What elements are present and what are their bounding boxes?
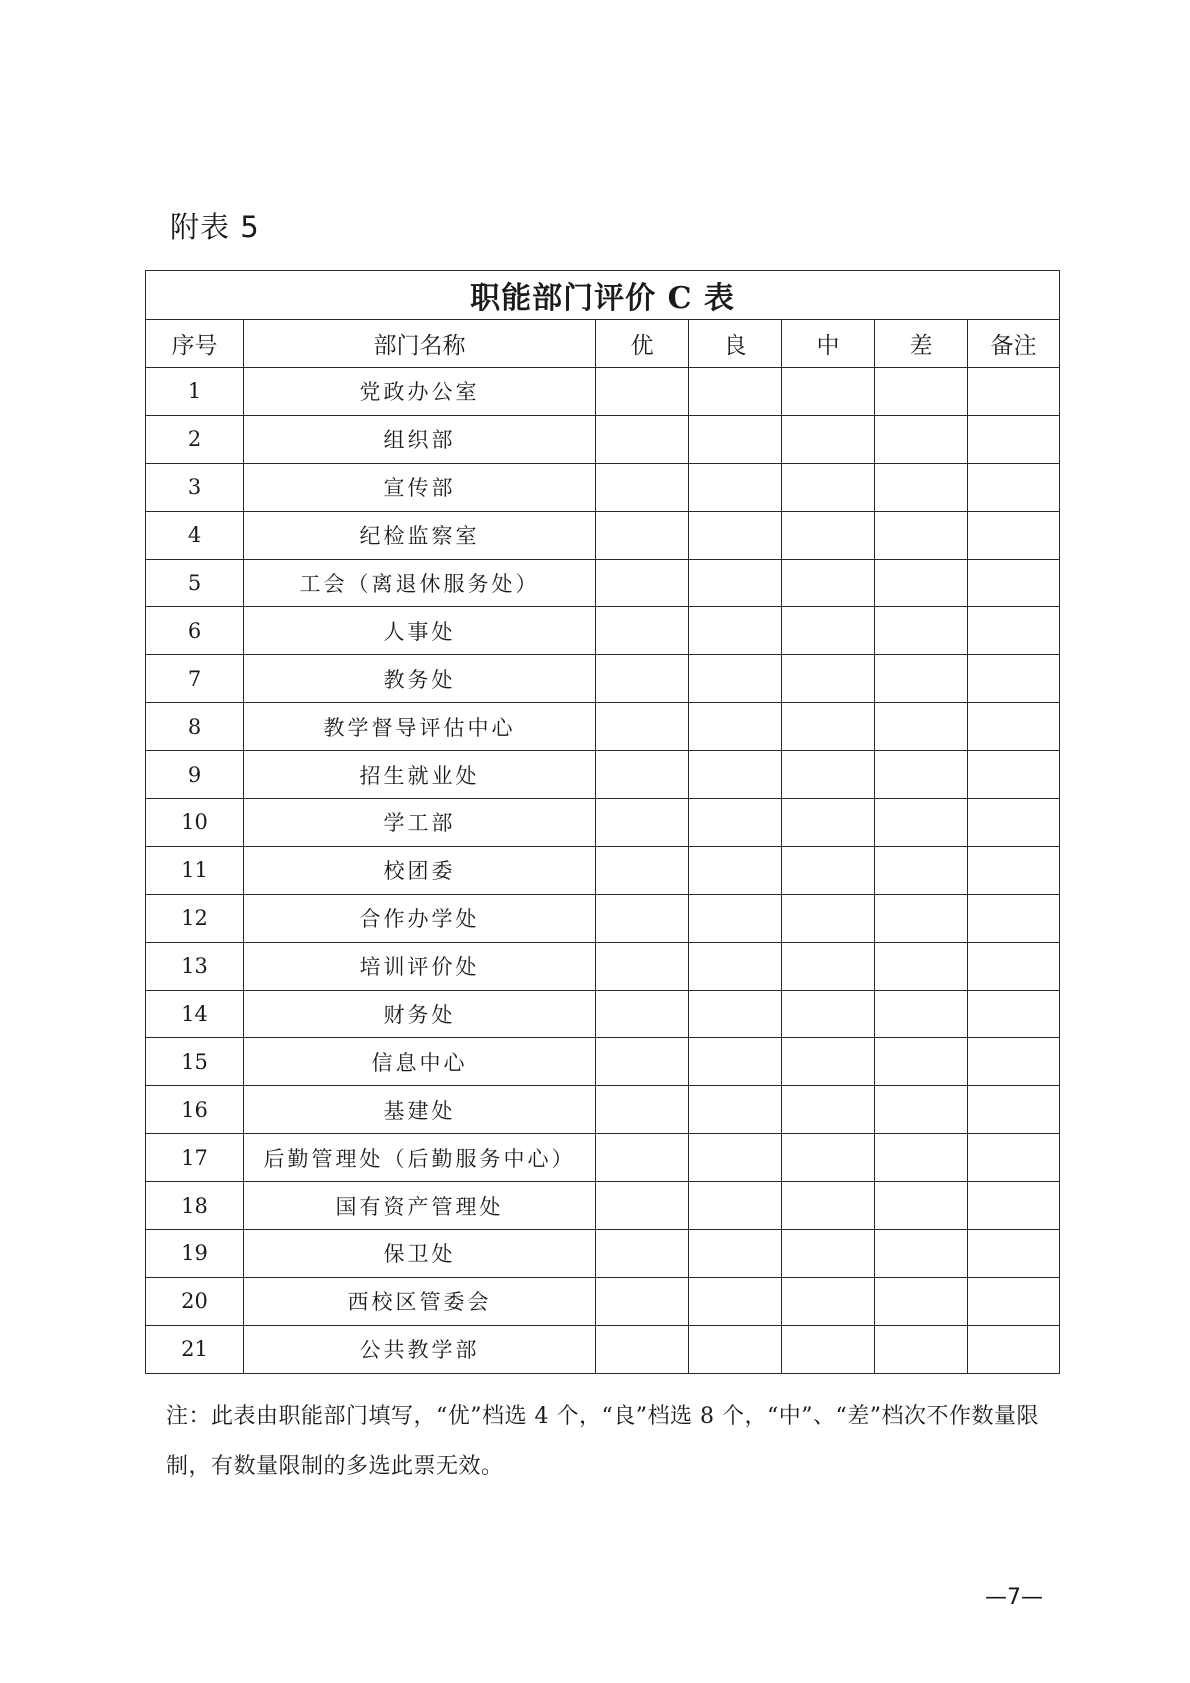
page-number: —7—	[985, 1585, 1043, 1610]
rating-cell-good[interactable]	[689, 559, 782, 607]
rating-cell-remarks[interactable]	[968, 511, 1060, 559]
header-department: 部门名称	[244, 320, 596, 368]
rating-cell-good[interactable]	[689, 463, 782, 511]
rating-cell-medium[interactable]	[782, 1325, 875, 1373]
table-row	[146, 894, 1060, 942]
header-remarks: 备注	[968, 320, 1060, 368]
department-name: 招生就业处	[244, 751, 596, 799]
rating-cell-excellent[interactable]	[596, 655, 689, 703]
department-name: 基建处	[244, 1086, 596, 1134]
rating-cell-excellent[interactable]	[596, 1277, 689, 1325]
rating-cell-good[interactable]	[689, 990, 782, 1038]
department-name: 后勤管理处（后勤服务中心）	[244, 1134, 596, 1182]
rating-cell-remarks[interactable]	[968, 1134, 1060, 1182]
rating-cell-remarks[interactable]	[968, 990, 1060, 1038]
row-number: 13	[146, 942, 244, 990]
department-name: 公共教学部	[244, 1325, 596, 1373]
rating-cell-good[interactable]	[689, 1182, 782, 1230]
rating-cell-remarks[interactable]	[968, 1230, 1060, 1278]
rating-cell-medium[interactable]	[782, 1277, 875, 1325]
rating-cell-good[interactable]	[689, 1230, 782, 1278]
table-row	[146, 463, 1060, 511]
rating-cell-good[interactable]	[689, 894, 782, 942]
rating-cell-poor[interactable]	[875, 751, 968, 799]
rating-cell-poor[interactable]	[875, 703, 968, 751]
rating-cell-excellent[interactable]	[596, 942, 689, 990]
department-name: 国有资产管理处	[244, 1182, 596, 1230]
table-row	[146, 415, 1060, 463]
rating-cell-remarks[interactable]	[968, 607, 1060, 655]
table-row	[146, 655, 1060, 703]
table-row	[146, 1277, 1060, 1325]
table-body	[146, 368, 1060, 1374]
header-index: 序号	[146, 320, 244, 368]
rating-cell-poor[interactable]	[875, 1038, 968, 1086]
rating-cell-poor[interactable]	[875, 1325, 968, 1373]
header-good: 良	[689, 320, 782, 368]
rating-cell-excellent[interactable]	[596, 990, 689, 1038]
rating-cell-excellent[interactable]	[596, 368, 689, 416]
rating-cell-good[interactable]	[689, 1325, 782, 1373]
rating-cell-medium[interactable]	[782, 368, 875, 416]
footnote: 注：此表由职能部门填写，“优”档选 4 个，“良”档选 8 个，“中”、“差”档次不作数量限制，有数量限制的多选此票无效。	[166, 1404, 1039, 1479]
rating-cell-remarks[interactable]	[968, 894, 1060, 942]
rating-cell-good[interactable]	[689, 1134, 782, 1182]
row-number: 11	[146, 846, 244, 894]
row-number: 10	[146, 799, 244, 847]
rating-cell-poor[interactable]	[875, 799, 968, 847]
rating-cell-poor[interactable]	[875, 1182, 968, 1230]
row-number: 4	[146, 511, 244, 559]
rating-cell-excellent[interactable]	[596, 1325, 689, 1373]
rating-cell-excellent[interactable]	[596, 1230, 689, 1278]
table-row	[146, 751, 1060, 799]
rating-cell-medium[interactable]	[782, 751, 875, 799]
department-name: 教务处	[244, 655, 596, 703]
table-row	[146, 1038, 1060, 1086]
table-row	[146, 1182, 1060, 1230]
rating-cell-poor[interactable]	[875, 511, 968, 559]
rating-cell-poor[interactable]	[875, 894, 968, 942]
department-name: 合作办学处	[244, 894, 596, 942]
rating-cell-poor[interactable]	[875, 655, 968, 703]
rating-cell-good[interactable]	[689, 368, 782, 416]
department-name: 人事处	[244, 607, 596, 655]
row-number: 9	[146, 751, 244, 799]
rating-cell-remarks[interactable]	[968, 1277, 1060, 1325]
department-name: 纪检监察室	[244, 511, 596, 559]
rating-cell-poor[interactable]	[875, 1277, 968, 1325]
row-number: 19	[146, 1230, 244, 1278]
rating-cell-good[interactable]	[689, 942, 782, 990]
rating-cell-remarks[interactable]	[968, 559, 1060, 607]
rating-cell-good[interactable]	[689, 607, 782, 655]
rating-cell-poor[interactable]	[875, 1230, 968, 1278]
rating-cell-remarks[interactable]	[968, 1086, 1060, 1134]
rating-cell-medium[interactable]	[782, 463, 875, 511]
header-excellent: 优	[596, 320, 689, 368]
rating-cell-medium[interactable]	[782, 799, 875, 847]
rating-cell-excellent[interactable]	[596, 846, 689, 894]
rating-cell-excellent[interactable]	[596, 799, 689, 847]
department-name: 校团委	[244, 846, 596, 894]
row-number: 20	[146, 1277, 244, 1325]
rating-cell-poor[interactable]	[875, 415, 968, 463]
department-name: 保卫处	[244, 1230, 596, 1278]
rating-cell-good[interactable]	[689, 1277, 782, 1325]
row-number: 14	[146, 990, 244, 1038]
table-row	[146, 942, 1060, 990]
rating-cell-excellent[interactable]	[596, 751, 689, 799]
table-row	[146, 1134, 1060, 1182]
table-row	[146, 511, 1060, 559]
department-name: 学工部	[244, 799, 596, 847]
rating-cell-poor[interactable]	[875, 368, 968, 416]
rating-cell-excellent[interactable]	[596, 894, 689, 942]
rating-cell-good[interactable]	[689, 751, 782, 799]
rating-cell-good[interactable]	[689, 1038, 782, 1086]
rating-cell-medium[interactable]	[782, 655, 875, 703]
department-name: 财务处	[244, 990, 596, 1038]
rating-cell-medium[interactable]	[782, 846, 875, 894]
rating-cell-excellent[interactable]	[596, 559, 689, 607]
rating-cell-excellent[interactable]	[596, 511, 689, 559]
rating-cell-poor[interactable]	[875, 846, 968, 894]
rating-cell-good[interactable]	[689, 799, 782, 847]
rating-cell-poor[interactable]	[875, 1134, 968, 1182]
row-number: 5	[146, 559, 244, 607]
rating-cell-medium[interactable]	[782, 1086, 875, 1134]
rating-cell-poor[interactable]	[875, 559, 968, 607]
rating-cell-remarks[interactable]	[968, 415, 1060, 463]
row-number: 3	[146, 463, 244, 511]
rating-cell-medium[interactable]	[782, 894, 875, 942]
rating-cell-good[interactable]	[689, 703, 782, 751]
row-number: 16	[146, 1086, 244, 1134]
rating-cell-poor[interactable]	[875, 463, 968, 511]
table-row	[146, 1230, 1060, 1278]
rating-cell-remarks[interactable]	[968, 799, 1060, 847]
row-number: 18	[146, 1182, 244, 1230]
department-name: 党政办公室	[244, 368, 596, 416]
department-name: 组织部	[244, 415, 596, 463]
row-number: 21	[146, 1325, 244, 1373]
rating-cell-poor[interactable]	[875, 990, 968, 1038]
row-number: 7	[146, 655, 244, 703]
table-row	[146, 368, 1060, 416]
header-medium: 中	[782, 320, 875, 368]
rating-cell-poor[interactable]	[875, 607, 968, 655]
rating-cell-medium[interactable]	[782, 1230, 875, 1278]
row-number: 12	[146, 894, 244, 942]
row-number: 15	[146, 1038, 244, 1086]
rating-cell-medium[interactable]	[782, 559, 875, 607]
attachment-label: 附表 5	[170, 210, 260, 244]
header-poor: 差	[875, 320, 968, 368]
rating-cell-excellent[interactable]	[596, 703, 689, 751]
department-name: 信息中心	[244, 1038, 596, 1086]
rating-cell-remarks[interactable]	[968, 1038, 1060, 1086]
table-row	[146, 1325, 1060, 1373]
rating-cell-good[interactable]	[689, 655, 782, 703]
table-title: 职能部门评价 C 表	[146, 271, 1060, 320]
rating-cell-medium[interactable]	[782, 703, 875, 751]
table-row	[146, 607, 1060, 655]
rating-cell-remarks[interactable]	[968, 1182, 1060, 1230]
rating-cell-medium[interactable]	[782, 1182, 875, 1230]
rating-cell-remarks[interactable]	[968, 1325, 1060, 1373]
department-name: 教学督导评估中心	[244, 703, 596, 751]
rating-cell-medium[interactable]	[782, 1038, 875, 1086]
rating-cell-medium[interactable]	[782, 415, 875, 463]
row-number: 8	[146, 703, 244, 751]
rating-cell-excellent[interactable]	[596, 1182, 689, 1230]
rating-cell-excellent[interactable]	[596, 607, 689, 655]
rating-cell-medium[interactable]	[782, 942, 875, 990]
row-number: 2	[146, 415, 244, 463]
rating-cell-excellent[interactable]	[596, 1134, 689, 1182]
department-name: 工会（离退休服务处）	[244, 559, 596, 607]
rating-cell-remarks[interactable]	[968, 703, 1060, 751]
rating-cell-poor[interactable]	[875, 942, 968, 990]
rating-cell-excellent[interactable]	[596, 1086, 689, 1134]
row-number: 6	[146, 607, 244, 655]
rating-cell-medium[interactable]	[782, 1134, 875, 1182]
rating-cell-remarks[interactable]	[968, 942, 1060, 990]
table-row	[146, 559, 1060, 607]
row-number: 17	[146, 1134, 244, 1182]
table-row	[146, 703, 1060, 751]
row-number: 1	[146, 368, 244, 416]
rating-cell-good[interactable]	[689, 846, 782, 894]
department-name: 西校区管委会	[244, 1277, 596, 1325]
rating-cell-remarks[interactable]	[968, 368, 1060, 416]
rating-cell-excellent[interactable]	[596, 1038, 689, 1086]
table-row	[146, 990, 1060, 1038]
table-row	[146, 846, 1060, 894]
rating-cell-remarks[interactable]	[968, 751, 1060, 799]
rating-cell-poor[interactable]	[875, 1086, 968, 1134]
rating-cell-remarks[interactable]	[968, 846, 1060, 894]
table-row	[146, 799, 1060, 847]
rating-cell-medium[interactable]	[782, 990, 875, 1038]
rating-cell-excellent[interactable]	[596, 415, 689, 463]
rating-cell-medium[interactable]	[782, 511, 875, 559]
department-name: 宣传部	[244, 463, 596, 511]
evaluation-table	[145, 270, 1060, 1374]
rating-cell-good[interactable]	[689, 415, 782, 463]
rating-cell-remarks[interactable]	[968, 655, 1060, 703]
rating-cell-good[interactable]	[689, 511, 782, 559]
rating-cell-good[interactable]	[689, 1086, 782, 1134]
rating-cell-remarks[interactable]	[968, 463, 1060, 511]
table-row	[146, 1086, 1060, 1134]
department-name: 培训评价处	[244, 942, 596, 990]
rating-cell-medium[interactable]	[782, 607, 875, 655]
rating-cell-excellent[interactable]	[596, 463, 689, 511]
